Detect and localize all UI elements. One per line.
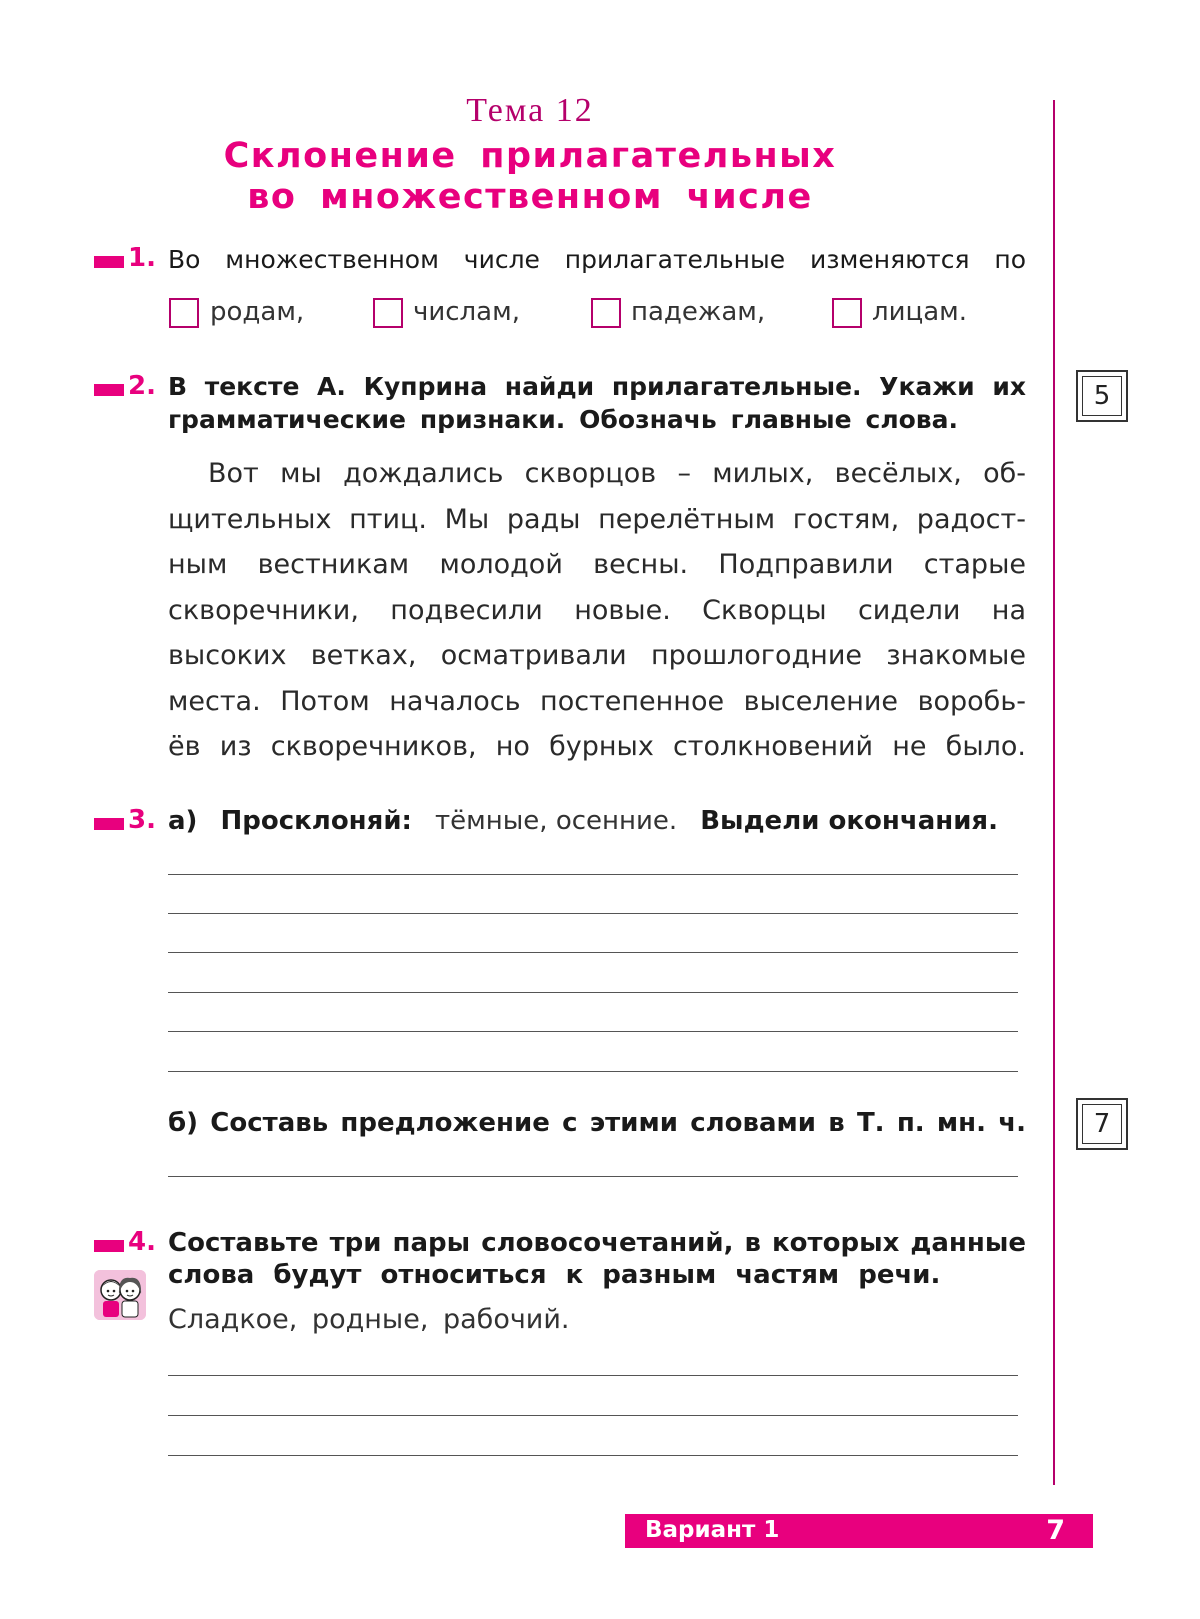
option-label: числам,: [413, 297, 520, 327]
task4-instruction-line2: слова будут относиться к разным частям речи.: [168, 1260, 941, 1290]
task3a-instruction: [168, 806, 998, 836]
text-line: места. Потом началось постепенное выселение воробь-: [168, 685, 1026, 717]
writing-line[interactable]: [168, 913, 1018, 914]
text-line: щительных птиц. Мы рады перелётным гостям, радост-: [168, 503, 1026, 535]
writing-line[interactable]: [168, 1176, 1018, 1177]
option-label: падежам,: [631, 297, 766, 327]
task-marker: [94, 256, 124, 268]
checkbox-padezham[interactable]: [591, 298, 621, 328]
checkbox-chislam[interactable]: [373, 298, 403, 328]
task-number: 2.: [128, 371, 156, 401]
writing-line[interactable]: [168, 992, 1018, 993]
theme-label: Тема 12: [466, 92, 594, 129]
task3a-bold2: Выдели окончания.: [700, 806, 998, 836]
task-marker: [94, 384, 124, 396]
option-label: родам,: [210, 297, 305, 327]
margin-line: [1053, 100, 1055, 1485]
score-value: 7: [1082, 1104, 1122, 1144]
checkbox-rodam[interactable]: [169, 298, 199, 328]
task4-words: Сладкое, родные, рабочий.: [168, 1304, 570, 1335]
task3a-prefix: а): [168, 806, 198, 836]
score-value: 5: [1082, 376, 1122, 416]
score-box: [1076, 1098, 1128, 1150]
option-label: лицам.: [872, 297, 968, 327]
writing-line[interactable]: [168, 952, 1018, 953]
writing-line[interactable]: [168, 1375, 1018, 1376]
writing-line[interactable]: [168, 1455, 1018, 1456]
page-number: 7: [1046, 1515, 1065, 1546]
task3b-instruction: б) Составь предложение с этими словами в Т. п. мн. ч.: [168, 1108, 1026, 1138]
writing-line[interactable]: [168, 874, 1018, 875]
pair-work-icon: [94, 1270, 146, 1320]
page-title-line1: Склонение прилагательных: [223, 136, 837, 176]
task3a-words: тёмные, осенние.: [435, 806, 678, 836]
writing-line[interactable]: [168, 1071, 1018, 1072]
task-number: 3.: [128, 805, 156, 835]
footer-bar: [625, 1514, 1093, 1548]
score-box: [1076, 370, 1128, 422]
variant-label: Вариант 1: [645, 1517, 780, 1543]
text-line: высоких ветках, осматривали прошлогодние знакомые: [168, 640, 1026, 671]
text-line: ёв из скворечников, но бурных столкновений не было.: [168, 731, 1026, 762]
writing-line[interactable]: [168, 1415, 1018, 1416]
task2-instruction-line2: грамматические признаки. Обозначь главные слова.: [168, 405, 958, 434]
task3a-bold1: Просклоняй:: [220, 806, 412, 836]
writing-line[interactable]: [168, 1031, 1018, 1032]
reading-text: [168, 451, 1026, 770]
task-number: 4.: [128, 1227, 156, 1257]
task1-text: Во множественном числе прилагательные изменяются по: [168, 245, 1026, 274]
task-number: 1.: [128, 243, 156, 273]
page-title-line2: во множественном числе: [247, 177, 813, 217]
task-marker: [94, 1240, 124, 1252]
task-marker: [94, 818, 124, 830]
task4-instruction-line1: Составьте три пары словосочетаний, в которых данные: [168, 1228, 1026, 1258]
task2-instruction-line1: В тексте А. Куприна найди прилагательные. Укажи их: [168, 372, 1026, 401]
text-line: ным вестникам молодой весны. Подправили старые: [168, 549, 1026, 580]
text-line: Вот мы дождались скворцов – милых, весёлых, об-: [208, 458, 1026, 489]
text-line: скворечники, подвесили новые. Скворцы сидели на: [168, 594, 1026, 626]
checkbox-litsam[interactable]: [832, 298, 862, 328]
